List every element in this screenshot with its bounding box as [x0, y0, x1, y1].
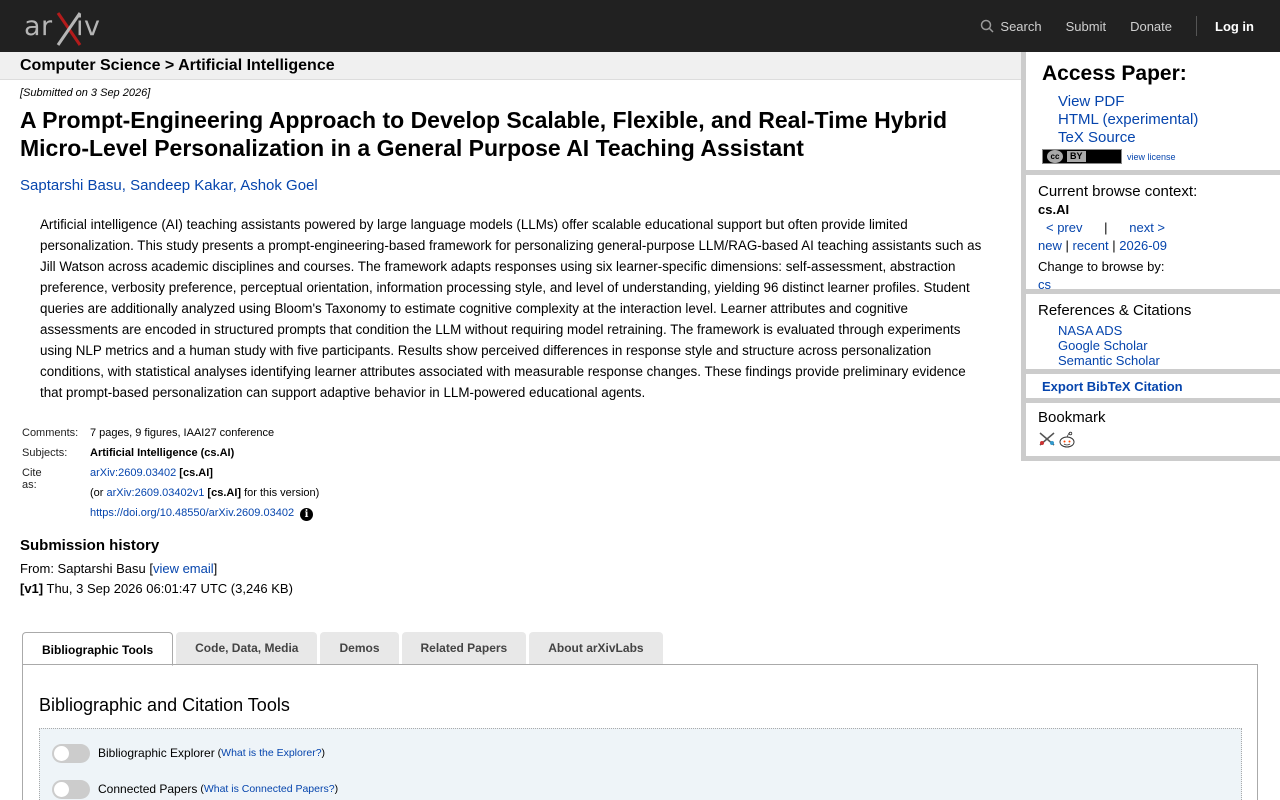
panel-title: Bibliographic and Citation Tools — [39, 695, 290, 715]
semantic-scholar-link[interactable]: Semantic Scholar — [1058, 353, 1160, 368]
abstract: Artificial intelligence (AI) teaching assistants powered by large language models (LLMs) offer scalable educational support but often provide limited personalization. This study presents a prompt-engineering-based framework for personalizing general-purpose LLM/RAG-based AI teaching assistants such as Jill Watson across academic disciplines and courses. The framework adapts responses using six learner-specific dimensions: self-assessment, abstraction preference, verbosity preference, perceptual orientation, information processing style, and level of understanding, yielding 96 distinct learner profiles. Student queries are additionally analyzed using Bloom's Taxonomy to estimate cognitive complexity at the interaction level. Learner attributes and cognitive assessments are encoded in structured prompts that condition the LLM without requiring model retraining. The framework is evaluated through experiments using NLP metrics and a human study with five participants. Results show perceived differences in response style and structure across personalization conditions, with statistical analyses identifying learner attributes associated with measurable response changes. These findings provide preliminary evidence that prompt-based personalization can support adaptive behavior in LLM-powered educational agents. — [40, 217, 982, 400]
version-label: [v1] — [20, 581, 44, 596]
explorer-toggle[interactable] — [52, 744, 90, 763]
arxiv-id-link[interactable]: arXiv:2609.03402 — [90, 467, 177, 479]
from-suffix: ] — [213, 561, 218, 576]
search-link[interactable] — [980, 19, 1041, 34]
bookmark-box — [1026, 403, 1280, 456]
connected-papers-help-link[interactable]: What is Connected Papers? — [203, 783, 335, 795]
paper-title: A Prompt-Engineering Approach to Develop Scalable, Flexible, and Real-Time Hybrid Micro-Level Personalization in a General Purpose AI Teaching Assistant — [20, 107, 947, 161]
cite-version-tag: [cs.AI] — [207, 487, 242, 499]
nav-separator: | — [1104, 220, 1108, 235]
author-link[interactable]: Ashok Goel — [240, 177, 318, 194]
top-nav — [980, 0, 1280, 52]
author-list: Saptarshi Basu, Sandeep Kakar, Ashok Goel — [20, 177, 318, 194]
bookmark-icons — [1038, 431, 1076, 449]
nasa-ads-link[interactable]: NASA ADS — [1058, 323, 1123, 338]
donate-link[interactable]: Donate — [1130, 18, 1172, 34]
browse-cs-link[interactable]: cs — [1038, 277, 1051, 292]
export-bibtex-link[interactable]: Export BibTeX Citation — [1042, 379, 1183, 394]
author-link[interactable]: Saptarshi Basu — [20, 177, 122, 194]
subjects-label: Subjects: — [22, 447, 68, 459]
login-link[interactable]: Log in — [1215, 18, 1254, 34]
cite-version-value — [90, 487, 319, 499]
prev-link[interactable]: < prev — [1046, 220, 1083, 235]
tab-about-arxivlabs[interactable]: About arXivLabs — [529, 632, 662, 664]
doi-link[interactable]: https://doi.org/10.48550/arXiv.2609.03402 — [90, 507, 295, 519]
explorer-help-link[interactable]: What is the Explorer? — [221, 747, 322, 759]
cc-license-icon[interactable] — [1042, 149, 1122, 164]
recent-link[interactable]: recent — [1072, 238, 1109, 253]
access-paper-heading: Access Paper: — [1042, 62, 1187, 85]
tab-demos[interactable]: Demos — [320, 632, 398, 664]
browse-context-category: cs.AI — [1038, 202, 1070, 217]
references-links — [1058, 323, 1160, 368]
logo-text-left: ar — [24, 11, 53, 42]
cite-version-suffix: for this version) — [241, 487, 320, 499]
tab-related-papers[interactable]: Related Papers — [402, 632, 527, 664]
explorer-label: Bibliographic Explorer — [98, 746, 215, 760]
view-license-link[interactable]: view license — [1127, 152, 1176, 162]
tab-panel — [22, 664, 1258, 800]
comments-label: Comments: — [22, 427, 79, 439]
arxiv-logo[interactable] — [24, 8, 112, 44]
submission-from — [20, 561, 217, 576]
tab-code-data-media[interactable]: Code, Data, Media — [176, 632, 317, 664]
version-entry — [20, 581, 293, 596]
cite-tag: [cs.AI] — [179, 467, 213, 479]
doi-value — [90, 507, 313, 521]
cc-mark: cc — [1047, 150, 1063, 163]
cite-value — [90, 467, 213, 479]
cite-or: (or — [90, 487, 107, 499]
connected-papers-toggle[interactable] — [52, 780, 90, 799]
prev-next-nav — [1046, 220, 1165, 235]
breadcrumb: Computer Science > Artificial Intelligence — [0, 52, 1021, 80]
google-scholar-link[interactable]: Google Scholar — [1058, 338, 1148, 353]
from-prefix: From: Saptarshi Basu [ — [20, 561, 153, 576]
browse-separator: | — [1112, 238, 1116, 253]
access-paper-box — [1026, 52, 1280, 170]
browse-context-heading: Current browse context: — [1038, 183, 1198, 200]
explorer-toggle-row: Bibliographic Explorer (What is the Explorer?) — [52, 743, 325, 763]
arxiv-version-link[interactable]: arXiv:2609.03402v1 — [106, 487, 205, 499]
cc-by-mark: BY — [1067, 151, 1086, 162]
browse-context-box — [1026, 175, 1280, 292]
bibsonomy-icon[interactable] — [1038, 431, 1056, 447]
submitted-date: [Submitted on 3 Sep 2026] — [20, 87, 151, 99]
references-box — [1026, 294, 1280, 369]
references-heading: References & Citations — [1038, 302, 1192, 319]
info-icon[interactable]: i — [300, 508, 313, 521]
version-date: Thu, 3 Sep 2026 06:01:47 UTC (3,246 KB) — [43, 581, 293, 596]
submission-history-heading: Submission history — [20, 537, 160, 554]
new-link[interactable]: new — [1038, 238, 1062, 253]
bookmark-heading: Bookmark — [1038, 409, 1106, 426]
browse-separator: | — [1065, 238, 1069, 253]
view-email-link[interactable]: view email — [152, 561, 214, 576]
connected-papers-label: Connected Papers — [98, 782, 198, 796]
top-header — [0, 0, 1280, 52]
labs-tabs — [22, 632, 666, 665]
next-link[interactable]: next > — [1129, 220, 1166, 235]
cite-label: Cite as: — [22, 467, 42, 491]
author-link[interactable]: Sandeep Kakar — [130, 177, 233, 194]
comments-value: 7 pages, 9 figures, IAAI27 conference — [90, 427, 275, 439]
reddit-icon[interactable] — [1058, 431, 1076, 449]
logo-text-right: iv — [76, 11, 101, 42]
connected-papers-toggle-row: Connected Papers (What is Connected Papers?) — [52, 779, 338, 799]
export-box — [1026, 374, 1280, 398]
change-browse-label: Change to browse by: — [1038, 259, 1165, 274]
search-icon — [980, 19, 994, 33]
tex-source-link[interactable]: TeX Source — [1058, 129, 1136, 146]
tab-bibliographic-tools[interactable]: Bibliographic Tools — [22, 632, 173, 666]
browse-links — [1038, 238, 1167, 253]
search-label: Search — [1000, 18, 1042, 34]
right-sidebar — [1021, 52, 1280, 461]
nav-divider — [1196, 16, 1197, 36]
access-links — [1058, 93, 1198, 147]
month-link[interactable]: 2026-09 — [1119, 238, 1167, 253]
subjects-value: Artificial Intelligence (cs.AI) — [90, 447, 235, 459]
view-pdf-link[interactable]: View PDF — [1058, 93, 1125, 110]
toggle-box — [39, 728, 1242, 800]
submit-link[interactable]: Submit — [1065, 18, 1107, 34]
html-link[interactable]: HTML (experimental) — [1058, 111, 1199, 128]
